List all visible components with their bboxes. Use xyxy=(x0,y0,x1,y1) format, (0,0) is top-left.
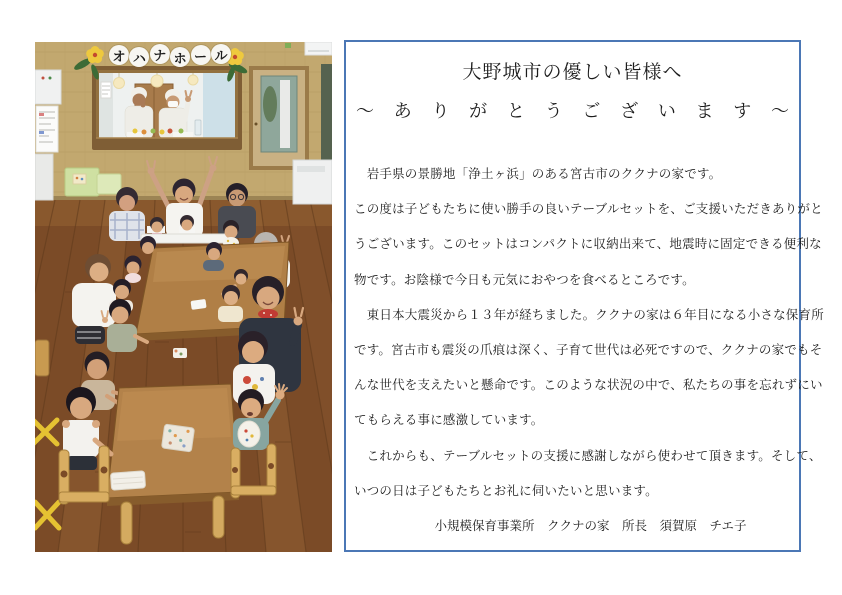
letter-title: 大野城市の優しい皆様へ xyxy=(462,62,683,83)
letter-line: いつの日は子どもたちとお礼に伺いたいと思います。 xyxy=(354,483,658,498)
side-chair xyxy=(35,340,49,376)
letter-signature: 小規模保育事業所 ククナの家 所長 須賀原 チエ子 xyxy=(434,519,747,534)
letter-line: 東日本大震災から１３年が経ちました。ククナの家は６年目になる小さな保育所 xyxy=(354,307,824,322)
outside-view-strip xyxy=(321,64,332,170)
letter-body xyxy=(354,157,824,544)
air-conditioner xyxy=(305,42,332,55)
sign-char: オ xyxy=(109,45,129,65)
sign-char: ハ xyxy=(129,47,149,67)
letter-line: うございます。このセットはコンパクトに収納出来て、地震時に固定できる便利な xyxy=(354,237,822,252)
letter-line: んな世代を支えたいと懸命です。このような状況の中で、私たちの事を忘れずにい xyxy=(354,378,823,393)
letter-line: この度は子どもたちに使い勝手の良いテーブルセットを、ご支援いただきありがと xyxy=(354,202,823,217)
letter-line: です。宮古市も震災の爪痕は深く、子育て世代は必死ですので、ククナの家でもそ xyxy=(354,343,823,358)
sign-char: ナ xyxy=(150,44,170,64)
white-towel xyxy=(110,471,145,490)
water-fountain xyxy=(293,160,332,204)
letter-line: 岩手県の景勝地「浄土ヶ浜」のある宮古市のククナの家です。 xyxy=(354,167,722,181)
letter-line: 物です。お陰様で今日も元気におやつを食べるところです。 xyxy=(354,272,695,287)
sign-char: ー xyxy=(191,45,211,65)
letter-line: てもらえる事に感激しています。 xyxy=(354,413,544,428)
floral-towel xyxy=(161,424,194,452)
sign-char: ル xyxy=(211,44,231,64)
letter-line: これからも、テーブルセットの支援に感謝しながら使わせて頂きます。そして、 xyxy=(354,448,822,463)
kitchen-window xyxy=(92,66,242,150)
door-with-mirror xyxy=(249,66,309,170)
sign-ohana-hall xyxy=(109,45,231,65)
sign-char: ホ xyxy=(170,47,190,67)
photo-illustration xyxy=(35,42,332,552)
daycare-photo xyxy=(35,42,332,552)
letter-subtitle: ～ あ り が と う ご ざ い ま す ～ xyxy=(356,101,789,121)
letter-box xyxy=(344,40,824,552)
